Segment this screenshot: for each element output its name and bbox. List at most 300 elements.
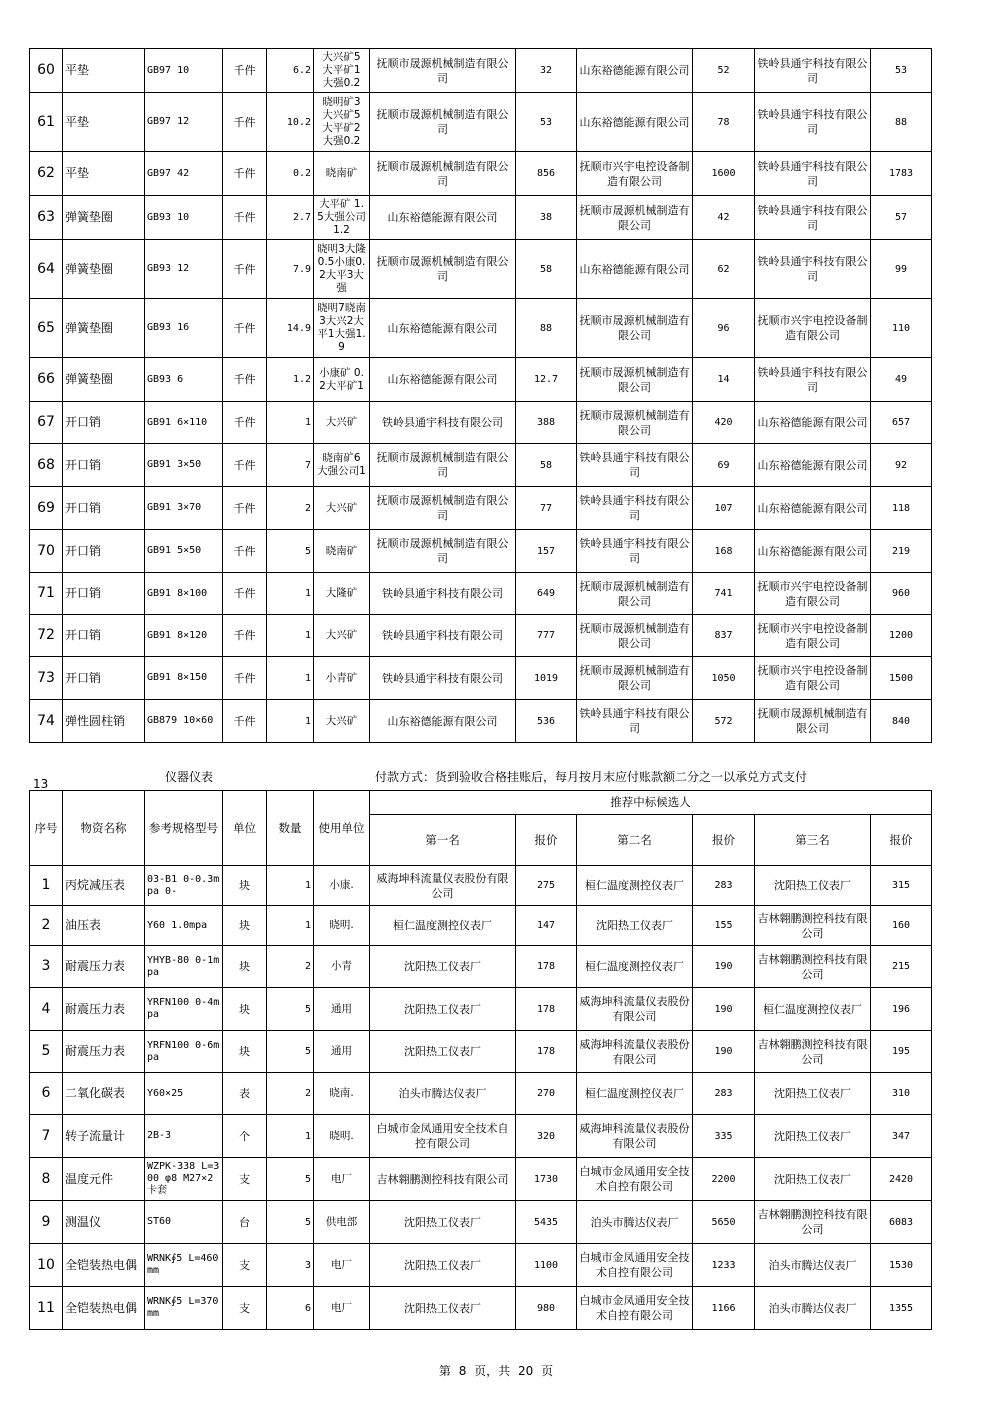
- first-vendor-cell: 沈阳热工仪表厂: [370, 1201, 516, 1244]
- second-price-cell: 78: [693, 93, 755, 152]
- second-price-cell: 283: [693, 866, 755, 906]
- seq-cell: 5: [30, 1031, 63, 1073]
- first-vendor-cell: 沈阳热工仪表厂: [370, 1287, 516, 1330]
- user-cell: 小康.: [314, 866, 370, 906]
- name-cell: 耐震压力表: [63, 1031, 145, 1073]
- qty-cell: 2: [267, 946, 314, 988]
- second-price-cell: 1233: [693, 1244, 755, 1287]
- spec-cell: GB91 8×100: [145, 573, 223, 615]
- first-price-cell: 320: [516, 1115, 577, 1158]
- second-vendor-cell: 抚顺市晟源机械制造有限公司: [577, 358, 693, 402]
- third-vendor-cell: 抚顺市兴宇电控设备制造有限公司: [755, 299, 871, 358]
- second-vendor-cell: 白城市金凤通用安全技术自控有限公司: [577, 1158, 693, 1201]
- third-vendor-cell: 山东裕德能源有限公司: [755, 530, 871, 573]
- seq-cell: 9: [30, 1201, 63, 1244]
- first-price-cell: 5435: [516, 1201, 577, 1244]
- user-cell: 晓明7晓南3大兴2大平1大强1.9: [314, 299, 370, 358]
- name-cell: 平垫: [63, 93, 145, 152]
- first-vendor-cell: 抚顺市晟源机械制造有限公司: [370, 444, 516, 487]
- spec-cell: GB97 42: [145, 152, 223, 196]
- name-cell: 平垫: [63, 49, 145, 93]
- third-vendor-cell: 泊头市腾达仪表厂: [755, 1244, 871, 1287]
- spec-cell: 2B-3: [145, 1115, 223, 1158]
- second-vendor-cell: 威海坤科流量仪表股份有限公司: [577, 988, 693, 1031]
- seq-cell: 2: [30, 906, 63, 946]
- user-cell: 晓南.: [314, 1073, 370, 1115]
- second-price-cell: 155: [693, 906, 755, 946]
- footer-page: 8: [458, 1364, 467, 1378]
- name-cell: 弹簧垫圈: [63, 196, 145, 240]
- seq-cell: 11: [30, 1287, 63, 1330]
- unit-cell: 个: [223, 1115, 267, 1158]
- table-row: [30, 49, 932, 93]
- first-vendor-cell: 铁岭县通宇科技有限公司: [370, 657, 516, 700]
- spec-cell: YHYB-80 0-1mpa: [145, 946, 223, 988]
- third-vendor-cell: 沈阳热工仪表厂: [755, 1073, 871, 1115]
- user-cell: 晓明3大隆0.5小康0.2大平3大强: [314, 240, 370, 299]
- name-cell: 开口销: [63, 530, 145, 573]
- third-price-cell: 195: [871, 1031, 932, 1073]
- user-cell: 电厂: [314, 1287, 370, 1330]
- second-vendor-cell: 抚顺市晟源机械制造有限公司: [577, 573, 693, 615]
- header-price1: 报价: [516, 815, 577, 866]
- first-price-cell: 270: [516, 1073, 577, 1115]
- first-price-cell: 536: [516, 700, 577, 743]
- seq-cell: 4: [30, 988, 63, 1031]
- third-price-cell: 88: [871, 93, 932, 152]
- unit-cell: 千件: [223, 444, 267, 487]
- spec-cell: GB91 5×50: [145, 530, 223, 573]
- third-vendor-cell: 铁岭县通宇科技有限公司: [755, 152, 871, 196]
- name-cell: 全铠装热电偶: [63, 1244, 145, 1287]
- name-cell: 转子流量计: [63, 1115, 145, 1158]
- table-row: [30, 196, 932, 240]
- third-price-cell: 110: [871, 299, 932, 358]
- third-vendor-cell: 铁岭县通宇科技有限公司: [755, 196, 871, 240]
- user-cell: 大隆矿: [314, 573, 370, 615]
- second-vendor-cell: 山东裕德能源有限公司: [577, 49, 693, 93]
- user-cell: 大兴矿: [314, 487, 370, 530]
- second-vendor-cell: 山东裕德能源有限公司: [577, 93, 693, 152]
- name-cell: 二氧化碳表: [63, 1073, 145, 1115]
- spec-cell: GB91 6×110: [145, 402, 223, 444]
- third-price-cell: 1783: [871, 152, 932, 196]
- header-spec: 参考规格型号: [145, 791, 223, 866]
- footer-total: 20: [518, 1364, 534, 1378]
- unit-cell: 块: [223, 906, 267, 946]
- spec-cell: YRFN100 0-6mpa: [145, 1031, 223, 1073]
- first-price-cell: 178: [516, 1031, 577, 1073]
- section-number: 13: [33, 777, 49, 791]
- seq-cell: 3: [30, 946, 63, 988]
- second-vendor-cell: 抚顺市兴宇电控设备制造有限公司: [577, 152, 693, 196]
- unit-cell: 千件: [223, 358, 267, 402]
- seq-cell: 65: [30, 299, 63, 358]
- unit-cell: 千件: [223, 700, 267, 743]
- header-name: 物资名称: [63, 791, 145, 866]
- first-vendor-cell: 抚顺市晟源机械制造有限公司: [370, 240, 516, 299]
- second-vendor-cell: 白城市金凤通用安全技术自控有限公司: [577, 1287, 693, 1330]
- first-price-cell: 178: [516, 946, 577, 988]
- first-vendor-cell: 沈阳热工仪表厂: [370, 1031, 516, 1073]
- second-vendor-cell: 抚顺市晟源机械制造有限公司: [577, 402, 693, 444]
- unit-cell: 块: [223, 946, 267, 988]
- first-price-cell: 275: [516, 866, 577, 906]
- qty-cell: 0.2: [267, 152, 314, 196]
- spec-cell: WRNK∮5 L=370mm: [145, 1287, 223, 1330]
- table-row: [30, 358, 932, 402]
- header-price3: 报价: [871, 815, 932, 866]
- qty-cell: 1: [267, 1115, 314, 1158]
- spec-cell: GB97 12: [145, 93, 223, 152]
- second-vendor-cell: 抚顺市晟源机械制造有限公司: [577, 299, 693, 358]
- spec-cell: GB93 16: [145, 299, 223, 358]
- second-price-cell: 5650: [693, 1201, 755, 1244]
- seq-cell: 62: [30, 152, 63, 196]
- second-price-cell: 335: [693, 1115, 755, 1158]
- third-vendor-cell: 铁岭县通宇科技有限公司: [755, 93, 871, 152]
- seq-cell: 7: [30, 1115, 63, 1158]
- second-vendor-cell: 白城市金凤通用安全技术自控有限公司: [577, 1244, 693, 1287]
- table-row: [30, 1073, 932, 1115]
- table-row: [30, 1115, 932, 1158]
- table-row: [30, 946, 932, 988]
- first-price-cell: 32: [516, 49, 577, 93]
- third-price-cell: 1355: [871, 1287, 932, 1330]
- table-row: [30, 1201, 932, 1244]
- unit-cell: 千件: [223, 196, 267, 240]
- spec-cell: GB97 10: [145, 49, 223, 93]
- second-price-cell: 2200: [693, 1158, 755, 1201]
- third-price-cell: 310: [871, 1073, 932, 1115]
- name-cell: 平垫: [63, 152, 145, 196]
- first-price-cell: 58: [516, 444, 577, 487]
- spec-cell: 03-B1 0-0.3mpa 0-: [145, 866, 223, 906]
- unit-cell: 块: [223, 866, 267, 906]
- third-vendor-cell: 沈阳热工仪表厂: [755, 1158, 871, 1201]
- spec-cell: WRNK∮5 L=460mm: [145, 1244, 223, 1287]
- second-price-cell: 837: [693, 615, 755, 657]
- header-qty: 数量: [267, 791, 314, 866]
- name-cell: 弹簧垫圈: [63, 240, 145, 299]
- qty-cell: 10.2: [267, 93, 314, 152]
- unit-cell: 千件: [223, 299, 267, 358]
- name-cell: 弹性圆柱销: [63, 700, 145, 743]
- footer-mid: 页，共: [474, 1364, 511, 1378]
- user-cell: 小青: [314, 946, 370, 988]
- table-row: [30, 530, 932, 573]
- second-price-cell: 62: [693, 240, 755, 299]
- third-vendor-cell: 山东裕德能源有限公司: [755, 444, 871, 487]
- third-price-cell: 960: [871, 573, 932, 615]
- seq-cell: 64: [30, 240, 63, 299]
- header-candidates: 推荐中标候选人: [370, 791, 932, 815]
- user-cell: 晓明.: [314, 1115, 370, 1158]
- second-price-cell: 1600: [693, 152, 755, 196]
- seq-cell: 6: [30, 1073, 63, 1115]
- first-price-cell: 77: [516, 487, 577, 530]
- table-row: [30, 93, 932, 152]
- unit-cell: 表: [223, 1073, 267, 1115]
- table-row: [30, 240, 932, 299]
- second-price-cell: 107: [693, 487, 755, 530]
- third-price-cell: 840: [871, 700, 932, 743]
- user-cell: 晓明.: [314, 906, 370, 946]
- third-vendor-cell: 抚顺市兴宇电控设备制造有限公司: [755, 573, 871, 615]
- third-price-cell: 160: [871, 906, 932, 946]
- qty-cell: 1.2: [267, 358, 314, 402]
- unit-cell: 千件: [223, 615, 267, 657]
- third-price-cell: 6083: [871, 1201, 932, 1244]
- second-price-cell: 741: [693, 573, 755, 615]
- seq-cell: 70: [30, 530, 63, 573]
- unit-cell: 台: [223, 1201, 267, 1244]
- unit-cell: 千件: [223, 530, 267, 573]
- third-price-cell: 196: [871, 988, 932, 1031]
- third-vendor-cell: 桓仁温度测控仪表厂: [755, 988, 871, 1031]
- third-price-cell: 1530: [871, 1244, 932, 1287]
- third-vendor-cell: 吉林翱鹏测控科技有限公司: [755, 1201, 871, 1244]
- name-cell: 弹簧垫圈: [63, 299, 145, 358]
- name-cell: 开口销: [63, 615, 145, 657]
- first-vendor-cell: 抚顺市晟源机械制造有限公司: [370, 49, 516, 93]
- qty-cell: 14.9: [267, 299, 314, 358]
- first-vendor-cell: 沈阳热工仪表厂: [370, 946, 516, 988]
- qty-cell: 1: [267, 906, 314, 946]
- table-row: [30, 152, 932, 196]
- unit-cell: 块: [223, 1031, 267, 1073]
- name-cell: 温度元件: [63, 1158, 145, 1201]
- third-vendor-cell: 泊头市腾达仪表厂: [755, 1287, 871, 1330]
- seq-cell: 74: [30, 700, 63, 743]
- unit-cell: 千件: [223, 487, 267, 530]
- payment-terms: 付款方式：货到验收合格挂账后，每月按月末应付账款额二分之一以承兑方式支付: [375, 770, 808, 784]
- third-vendor-cell: 铁岭县通宇科技有限公司: [755, 240, 871, 299]
- user-cell: 通用: [314, 1031, 370, 1073]
- first-price-cell: 1730: [516, 1158, 577, 1201]
- seq-cell: 69: [30, 487, 63, 530]
- user-cell: 晓明矿3 大兴矿5 大平矿2 大强0.2: [314, 93, 370, 152]
- name-cell: 测温仪: [63, 1201, 145, 1244]
- table-row: [30, 906, 932, 946]
- unit-cell: 千件: [223, 573, 267, 615]
- first-price-cell: 88: [516, 299, 577, 358]
- user-cell: 大兴矿: [314, 700, 370, 743]
- spec-cell: Y60 1.0mpa: [145, 906, 223, 946]
- first-price-cell: 388: [516, 402, 577, 444]
- second-vendor-cell: 泊头市腾达仪表厂: [577, 1201, 693, 1244]
- seq-cell: 61: [30, 93, 63, 152]
- second-vendor-cell: 铁岭县通宇科技有限公司: [577, 444, 693, 487]
- qty-cell: 6.2: [267, 49, 314, 93]
- second-vendor-cell: 山东裕德能源有限公司: [577, 240, 693, 299]
- first-price-cell: 777: [516, 615, 577, 657]
- second-vendor-cell: 威海坤科流量仪表股份有限公司: [577, 1031, 693, 1073]
- first-vendor-cell: 沈阳热工仪表厂: [370, 988, 516, 1031]
- name-cell: 开口销: [63, 657, 145, 700]
- spec-cell: Y60×25: [145, 1073, 223, 1115]
- header-second: 第二名: [577, 815, 693, 866]
- qty-cell: 5: [267, 1158, 314, 1201]
- user-cell: 大兴矿5 大平矿1 大强0.2: [314, 49, 370, 93]
- first-price-cell: 12.7: [516, 358, 577, 402]
- second-vendor-cell: 抚顺市晟源机械制造有限公司: [577, 196, 693, 240]
- second-vendor-cell: 威海坤科流量仪表股份有限公司: [577, 1115, 693, 1158]
- third-vendor-cell: 吉林翱鹏测控科技有限公司: [755, 906, 871, 946]
- third-vendor-cell: 铁岭县通宇科技有限公司: [755, 358, 871, 402]
- third-price-cell: 57: [871, 196, 932, 240]
- second-vendor-cell: 抚顺市晟源机械制造有限公司: [577, 615, 693, 657]
- qty-cell: 1: [267, 615, 314, 657]
- second-price-cell: 283: [693, 1073, 755, 1115]
- seq-cell: 60: [30, 49, 63, 93]
- first-price-cell: 649: [516, 573, 577, 615]
- table-row: [30, 615, 932, 657]
- third-vendor-cell: 沈阳热工仪表厂: [755, 866, 871, 906]
- header-price2: 报价: [693, 815, 755, 866]
- qty-cell: 7: [267, 444, 314, 487]
- first-vendor-cell: 抚顺市晟源机械制造有限公司: [370, 152, 516, 196]
- first-vendor-cell: 白城市金凤通用安全技术自控有限公司: [370, 1115, 516, 1158]
- unit-cell: 支: [223, 1158, 267, 1201]
- second-price-cell: 42: [693, 196, 755, 240]
- spec-cell: GB91 3×70: [145, 487, 223, 530]
- second-price-cell: 420: [693, 402, 755, 444]
- table-row: [30, 402, 932, 444]
- table-row: [30, 487, 932, 530]
- unit-cell: 支: [223, 1287, 267, 1330]
- seq-cell: 68: [30, 444, 63, 487]
- header-first: 第一名: [370, 815, 516, 866]
- third-price-cell: 99: [871, 240, 932, 299]
- third-price-cell: 2420: [871, 1158, 932, 1201]
- table-row: [30, 573, 932, 615]
- user-cell: 供电部: [314, 1201, 370, 1244]
- qty-cell: 6: [267, 1287, 314, 1330]
- user-cell: 通用: [314, 988, 370, 1031]
- second-price-cell: 96: [693, 299, 755, 358]
- first-vendor-cell: 山东裕德能源有限公司: [370, 299, 516, 358]
- name-cell: 开口销: [63, 444, 145, 487]
- spec-cell: GB93 6: [145, 358, 223, 402]
- name-cell: 丙烷减压表: [63, 866, 145, 906]
- name-cell: 弹簧垫圈: [63, 358, 145, 402]
- qty-cell: 1: [267, 402, 314, 444]
- first-vendor-cell: 铁岭县通宇科技有限公司: [370, 615, 516, 657]
- user-cell: 晓南矿: [314, 530, 370, 573]
- third-price-cell: 49: [871, 358, 932, 402]
- first-vendor-cell: 铁岭县通宇科技有限公司: [370, 573, 516, 615]
- name-cell: 耐震压力表: [63, 946, 145, 988]
- first-price-cell: 1100: [516, 1244, 577, 1287]
- materials-table: [29, 48, 932, 743]
- second-vendor-cell: 抚顺市晟源机械制造有限公司: [577, 657, 693, 700]
- first-vendor-cell: 桓仁温度测控仪表厂: [370, 906, 516, 946]
- seq-cell: 10: [30, 1244, 63, 1287]
- second-price-cell: 1166: [693, 1287, 755, 1330]
- second-price-cell: 14: [693, 358, 755, 402]
- first-vendor-cell: 威海坤科流量仪表股份有限公司: [370, 866, 516, 906]
- second-price-cell: 1050: [693, 657, 755, 700]
- third-price-cell: 315: [871, 866, 932, 906]
- page-footer: [0, 1362, 992, 1379]
- name-cell: 开口销: [63, 402, 145, 444]
- qty-cell: 5: [267, 530, 314, 573]
- instruments-table: [29, 790, 932, 1330]
- qty-cell: 1: [267, 657, 314, 700]
- third-price-cell: 347: [871, 1115, 932, 1158]
- qty-cell: 3: [267, 1244, 314, 1287]
- seq-cell: 63: [30, 196, 63, 240]
- second-vendor-cell: 桓仁温度测控仪表厂: [577, 946, 693, 988]
- third-vendor-cell: 吉林翱鹏测控科技有限公司: [755, 1031, 871, 1073]
- third-vendor-cell: 山东裕德能源有限公司: [755, 487, 871, 530]
- table-row: [30, 1158, 932, 1201]
- user-cell: 电厂: [314, 1158, 370, 1201]
- third-price-cell: 92: [871, 444, 932, 487]
- third-price-cell: 215: [871, 946, 932, 988]
- spec-cell: WZPK-338 L=300 φ8 M27×2卡套: [145, 1158, 223, 1201]
- user-cell: 晓南矿: [314, 152, 370, 196]
- name-cell: 全铠装热电偶: [63, 1287, 145, 1330]
- third-vendor-cell: 抚顺市晟源机械制造有限公司: [755, 700, 871, 743]
- qty-cell: 1: [267, 866, 314, 906]
- third-vendor-cell: 沈阳热工仪表厂: [755, 1115, 871, 1158]
- user-cell: 大兴矿: [314, 402, 370, 444]
- table-row: [30, 866, 932, 906]
- first-vendor-cell: 山东裕德能源有限公司: [370, 700, 516, 743]
- qty-cell: 5: [267, 1031, 314, 1073]
- name-cell: 油压表: [63, 906, 145, 946]
- first-vendor-cell: 铁岭县通宇科技有限公司: [370, 402, 516, 444]
- third-price-cell: 53: [871, 49, 932, 93]
- name-cell: 开口销: [63, 487, 145, 530]
- header-third: 第三名: [755, 815, 871, 866]
- second-vendor-cell: 桓仁温度测控仪表厂: [577, 1073, 693, 1115]
- first-price-cell: 1019: [516, 657, 577, 700]
- qty-cell: 2: [267, 1073, 314, 1115]
- table-row: [30, 1287, 932, 1330]
- second-price-cell: 572: [693, 700, 755, 743]
- spec-cell: YRFN100 0-4mpa: [145, 988, 223, 1031]
- qty-cell: 2: [267, 487, 314, 530]
- qty-cell: 7.9: [267, 240, 314, 299]
- third-price-cell: 118: [871, 487, 932, 530]
- first-price-cell: 178: [516, 988, 577, 1031]
- section-title: 仪器仪表: [165, 770, 214, 784]
- qty-cell: 5: [267, 988, 314, 1031]
- second-vendor-cell: 铁岭县通宇科技有限公司: [577, 700, 693, 743]
- unit-cell: 支: [223, 1244, 267, 1287]
- unit-cell: 千件: [223, 402, 267, 444]
- user-cell: 大平矿 1.5大强公司1.2: [314, 196, 370, 240]
- first-vendor-cell: 山东裕德能源有限公司: [370, 358, 516, 402]
- seq-cell: 1: [30, 866, 63, 906]
- second-price-cell: 190: [693, 988, 755, 1031]
- second-price-cell: 168: [693, 530, 755, 573]
- spec-cell: GB91 8×150: [145, 657, 223, 700]
- table-row: [30, 1244, 932, 1287]
- third-vendor-cell: 铁岭县通宇科技有限公司: [755, 49, 871, 93]
- first-price-cell: 980: [516, 1287, 577, 1330]
- header-seq: 序号: [30, 791, 63, 866]
- seq-cell: 71: [30, 573, 63, 615]
- unit-cell: 千件: [223, 657, 267, 700]
- qty-cell: 2.7: [267, 196, 314, 240]
- first-vendor-cell: 抚顺市晟源机械制造有限公司: [370, 487, 516, 530]
- seq-cell: 72: [30, 615, 63, 657]
- unit-cell: 千件: [223, 49, 267, 93]
